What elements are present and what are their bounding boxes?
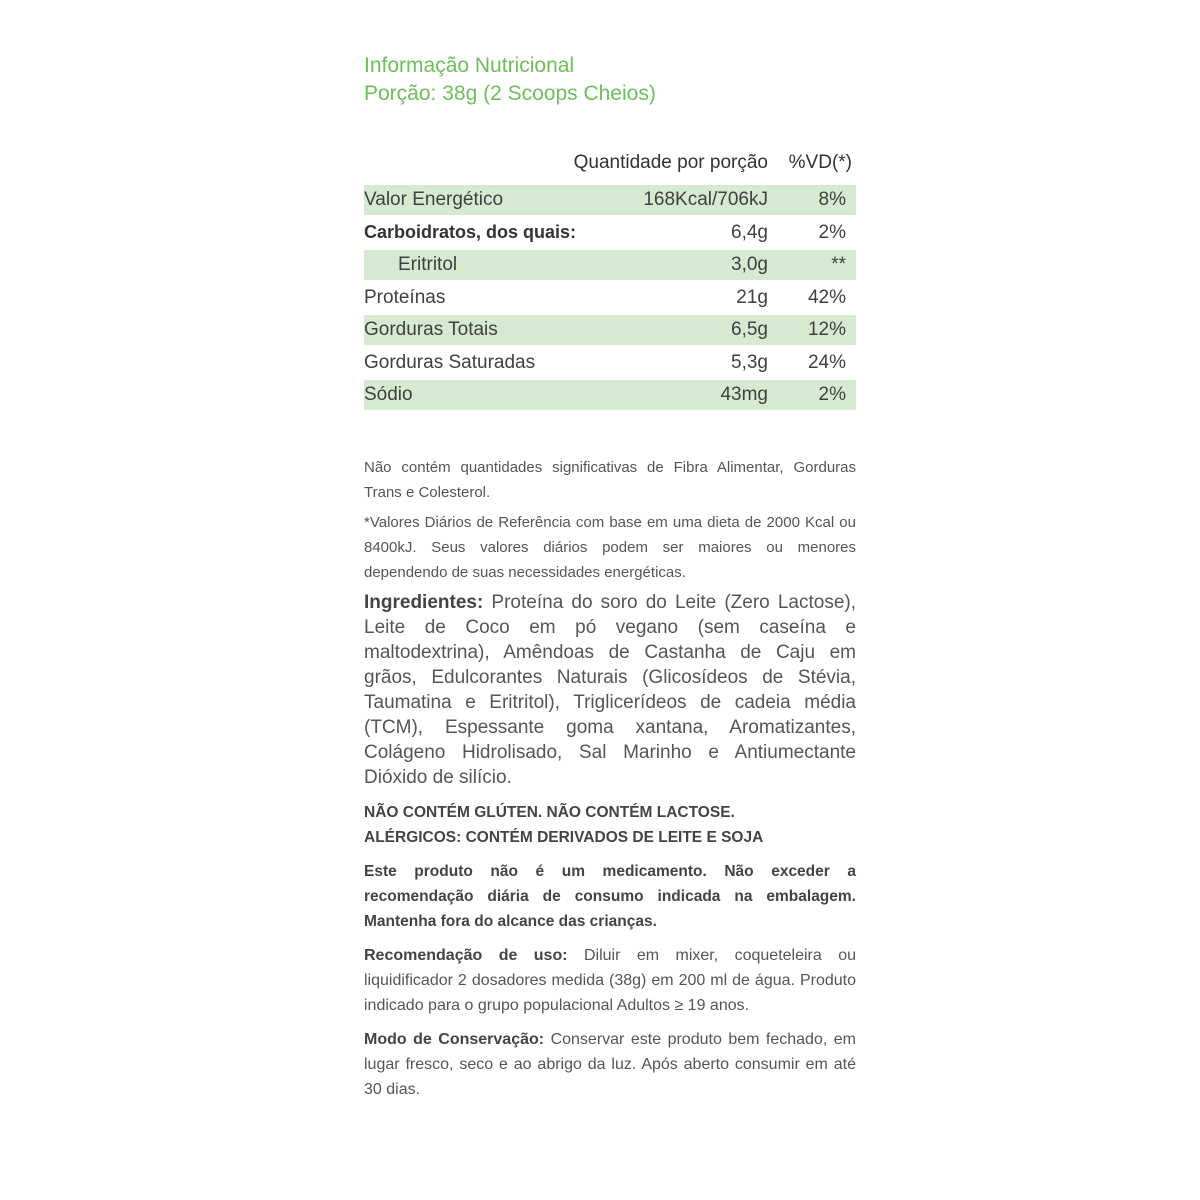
nutrient-label: Proteínas — [364, 286, 446, 308]
nutrient-vd: 42% — [807, 286, 846, 308]
usage-text: Diluir em mixer, coqueteleira ou liquidificador 2 dosadores medida (38g) em 200 ml de água. Produto indicado para o grupo populacional Adultos ≥ 19 anos. — [364, 947, 856, 1014]
nutrient-amount: 3,0g — [731, 254, 768, 275]
table-row — [364, 218, 856, 248]
portion-size: Porção: 38g (2 Scoops Cheios) — [364, 82, 656, 105]
nutrient-label: Valor Energético — [364, 189, 504, 210]
nutrient-label: Eritritol — [398, 254, 458, 275]
nutrition-title: Informação Nutricional — [364, 54, 575, 77]
storage-label: Modo de Conservação: — [364, 1031, 545, 1048]
storage-section — [364, 1027, 856, 1102]
nutrient-label: Gorduras Saturadas — [364, 351, 536, 373]
nutrient-label: Carboidratos, dos quais: — [364, 222, 577, 242]
ingredients-section — [364, 590, 856, 790]
nutrient-amount: 43mg — [720, 384, 768, 405]
nutrient-label: Gorduras Totais — [364, 319, 498, 340]
nutrient-vd: ** — [831, 254, 846, 275]
table-row — [364, 250, 856, 280]
gluten-lactose-statement: NÃO CONTÉM GLÚTEN. NÃO CONTÉM LACTOSE. — [364, 804, 735, 821]
nutrient-amount: 168Kcal/706kJ — [643, 189, 768, 210]
nutrition-panel — [364, 52, 856, 1111]
not-significant-note: Não contém quantidades significativas de Fibra Alimentar, Gorduras Trans e Colesterol. — [364, 459, 856, 501]
nutrient-vd: 24% — [807, 351, 846, 373]
table-row — [364, 315, 856, 345]
table-row — [364, 348, 856, 378]
table-header — [364, 146, 856, 180]
nutrient-amount: 21g — [736, 286, 768, 308]
nutrient-label: Sódio — [364, 384, 413, 405]
ingredients-text: Proteína do soro do Leite (Zero Lactose), Leite de Coco em pó vegano (sem caseína e maltodextrina), Amêndoas de Castanha de Caju em grãos, Edulcorantes Naturais (Glicosídeos de Stévia, Taumatina e Eritritol), Triglicerídeos de cadeia média (TCM), Espessante goma xantana, Aromatizantes, Colágeno Hidrolisado, Sal Marinho e Antiumectante Dióxido de silício. — [364, 592, 856, 788]
table-row — [364, 185, 856, 215]
nutrient-vd: 2% — [818, 384, 846, 405]
nutrient-amount: 6,4g — [731, 221, 768, 243]
nutrient-amount: 6,5g — [731, 319, 768, 340]
column-header-vd: %VD(*) — [788, 152, 852, 173]
ingredients-label: Ingredientes: — [364, 592, 484, 613]
footnotes — [364, 455, 856, 585]
usage-section — [364, 943, 856, 1018]
table-row — [364, 283, 856, 313]
nutrient-vd: 2% — [818, 221, 846, 243]
reference-values-note: *Valores Diários de Referência com base em uma dieta de 2000 Kcal ou 8400kJ. Seus valores diários podem ser maiores ou menores dependendo de suas necessidades energéticas. — [364, 514, 856, 581]
usage-label: Recomendação de uso: — [364, 947, 568, 964]
table-row — [364, 380, 856, 410]
nutrient-vd: 8% — [818, 189, 846, 210]
column-header-amount: Quantidade por porção — [573, 152, 768, 173]
medication-warning: Este produto não é um medicamento. Não exceder a recomendação diária de consumo indicada na embalagem. Mantenha fora do alcance das crianças. — [364, 863, 856, 930]
allergen-statement: ALÉRGICOS: CONTÉM DERIVADOS DE LEITE E SOJA — [364, 829, 764, 846]
allergen-section — [364, 800, 856, 850]
nutrition-table — [364, 146, 856, 410]
storage-text: Conservar este produto bem fechado, em lugar fresco, seco e ao abrigo da luz. Após aberto consumir em até 30 dias. — [364, 1031, 856, 1098]
nutrient-amount: 5,3g — [731, 351, 768, 373]
nutrient-vd: 12% — [807, 319, 846, 340]
